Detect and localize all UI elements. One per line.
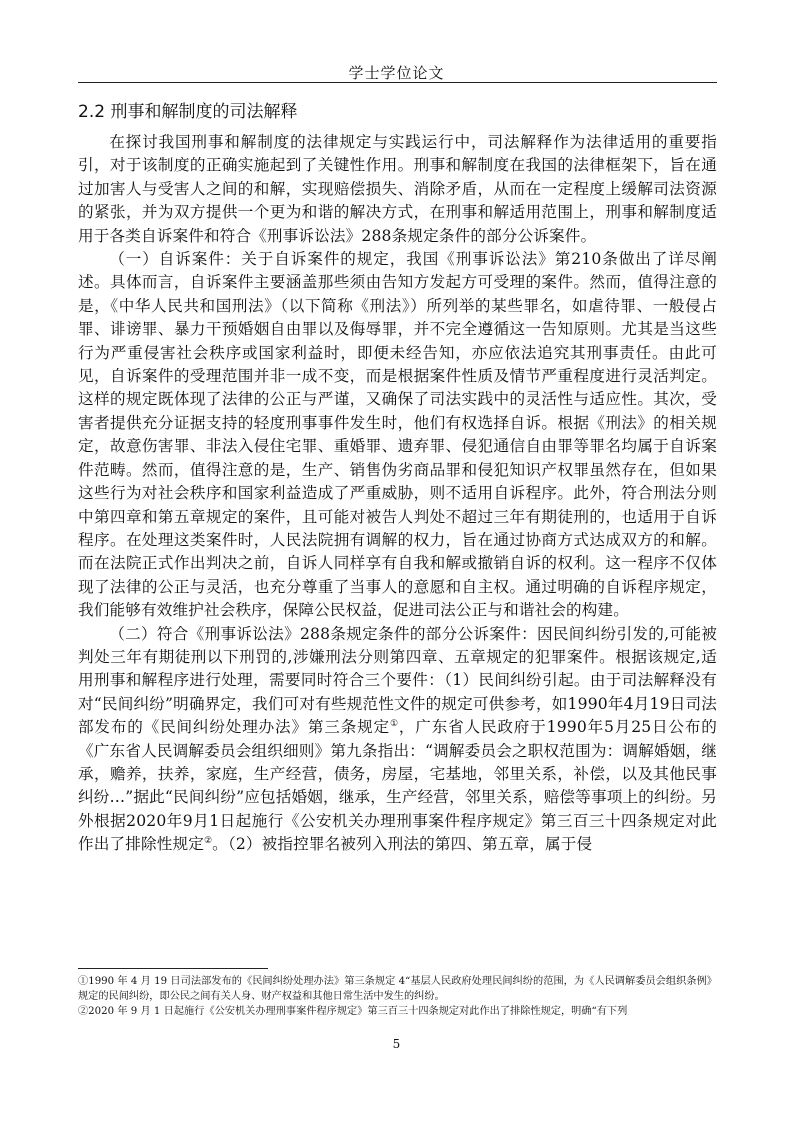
footnote-rule (78, 968, 268, 969)
paragraph: （一）自诉案件：关于自诉案件的规定，我国《刑事诉讼法》第210条做出了详尽阐述。具体而言，自诉案件主要涵盖那些须由告知方发起方可受理的案件。然而，值得注意的是，《中华人民共和国刑法》（以下简称《刑法》）所列举的某些罪名，如虐待罪、一般侵占罪、诽谤罪、暴力干预婚姻自由罪以及侮辱罪，并不完全遵循这一告知原则。尤其是当这些行为严重侵害社会秩序或国家利益时，即便未经告知，亦应依法追究其刑事责任。由此可见，自诉案件的受理范围并非一成不变，而是根据案件性质及情节严重程度进行灵活判定。这样的规定既体现了法律的公正与严谨，又确保了司法实践中的灵活性与适应性。其次，受害者提供充分证据支持的轻度刑事事件发生时，他们有权选择自诉。根据《刑法》的相关规定，故意伤害罪、非法入侵住宅罪、重婚罪、遗弃罪、侵犯通信自由罪等罪名均属于自诉案件范畴。然而，值得注意的是，生产、销售伪劣商品罪和侵犯知识产权罪虽然存在，但如果这些行为对社会秩序和国家利益造成了严重威胁，则不适用自诉程序。此外，符合刑法分则中第四章和第五章规定的案件，且可能对被告人判处不超过三年有期徒刑的，也适用于自诉程序。在处理这类案件时，人民法院拥有调解的权力，旨在通过协商方式达成双方的和解。而在法院正式作出判决之前，自诉人同样享有自我和解或撤销自诉的权利。这一程序不仅体现了法律的公正与灵活，也充分尊重了当事人的意愿和自主权。通过明确的自诉程序规定，我们能够有效维护社会秩序，保障公民权益，促进司法公正与和谐社会的构建。 (78, 250, 717, 620)
body-text (78, 131, 717, 857)
paragraph: 在探讨我国刑事和解制度的法律规定与实践运行中，司法解释作为法律适用的重要指引，对于该制度的正确实施起到了关键性作用。刑事和解制度在我国的法律框架下，旨在通过加害人与受害人之间的和解，实现赔偿损失、消除矛盾，从而在一定程度上缓解司法资源的紧张，并为双方提供一个更为和谐的解决方式，在刑事和解适用范围上，刑事和解制度适用于各类自诉案件和符合《刑事诉讼法》288条规定条件的部分公诉案件。 (78, 133, 717, 245)
section-title: 2.2 刑事和解制度的司法解释 (78, 102, 298, 122)
footnote: ①1990 年 4 月 19 日司法部发布的《民间纠纷处理办法》第三条规定 4“基层人民政府处理民间纠纷的范围，为《人民调解委员会组织条例》规定的民间纠纷，即公民之间有关人身、财产权益和其他日常生活中发生的纠纷。 (78, 976, 717, 1003)
paragraph-text: 。（2）被指控罪名被列入刑法的第四、第五章，属于侵 (212, 835, 593, 854)
header-rule (78, 82, 717, 83)
footnote-ref[interactable]: ① (389, 718, 399, 729)
footnotes (78, 974, 717, 1020)
running-header: 学士学位论文 (348, 64, 445, 82)
footnote: ②2020 年 9 月 1 日起施行《公安机关办理刑事案件程序规定》第三百三十四条规定对此作出了排除性规定，明确“有下列 (78, 1006, 628, 1018)
paragraph-text: ，广东省人民政府于1990年5月25日公布的《广东省人民调解委员会组织细则》第九条指出：“调解委员会之职权范围为：调解婚姻，继承，赡养，扶养，家庭，生产经营，债务，房屋，宅基地，邻里关系，补偿，以及其他民事纠纷…”据此“民间纠纷”应包括婚姻，继承，生产经营，邻里关系，赔偿等事项上的纠纷。另外根据2020年9月1日起施行《公安机关办理刑事案件程序规定》第三百三十四条规定对此作出了排除性规定 (78, 718, 718, 854)
page-number: 5 (392, 1037, 401, 1051)
paragraph (78, 623, 717, 857)
paragraph-text: （二）符合《刑事诉讼法》288条规定条件的部分公诉案件：因民间纠纷引发的,可能被判处三年有期徒刑以下刑罚的,涉嫌刑法分则第四章、五章规定的犯罪案件。根据该规定,适用刑事和解程序进行处理，需要同时符合三个要件：（1）民间纠纷引起。由于司法解释没有对“民间纠纷”明确界定，我们可对有些规范性文件的规定可供参考，如1990年4月19日司法部发布的《民间纠纷处理办法》第三条规定 (78, 624, 717, 737)
footnote-ref[interactable]: ② (203, 836, 213, 846)
